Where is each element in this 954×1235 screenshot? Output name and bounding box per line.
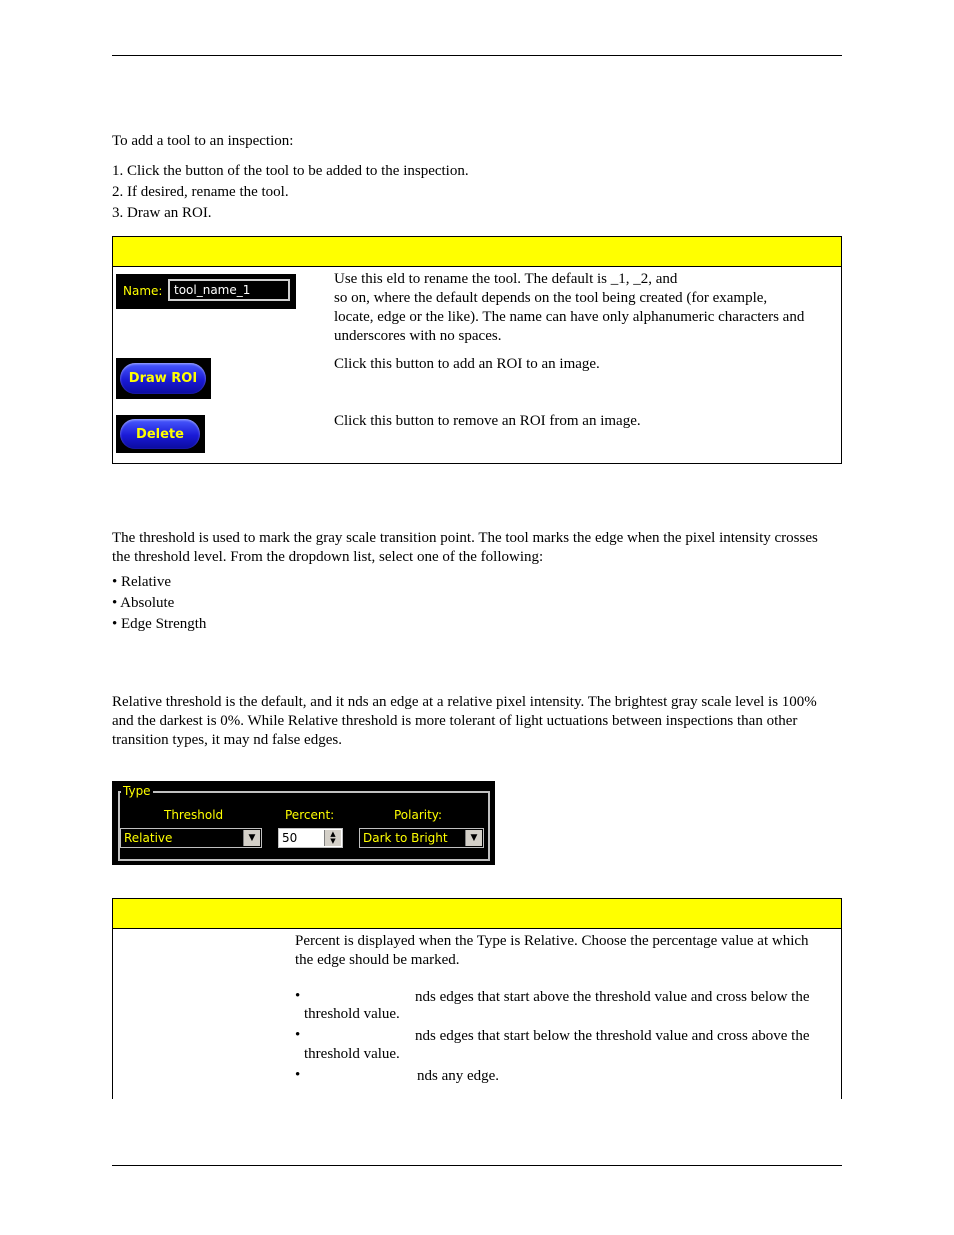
percent-desc-line: Percent is displayed when the Type is Relative. Choose the percentage value at which — [295, 933, 809, 949]
step-item: 2. If desired, rename the tool. — [112, 184, 289, 200]
chevron-down-icon[interactable]: ▼ — [465, 830, 482, 846]
name-description — [334, 270, 804, 346]
paragraph-line: The threshold is used to mark the gray scale transition point. The tool marks the edge when the pixel intensity crosses — [112, 530, 818, 546]
param-table — [112, 898, 842, 1099]
name-widget — [116, 274, 296, 309]
bullet-marker: • — [295, 1067, 301, 1083]
paragraph-line: the threshold level. From the dropdown list, select one of the following: — [112, 549, 544, 565]
polarity-dropdown[interactable] — [359, 828, 484, 848]
percent-stepper[interactable] — [278, 828, 343, 848]
name-input-value: tool_name_1 — [174, 283, 251, 297]
delete-description: Click this button to remove an ROI from an image. — [334, 413, 641, 429]
relative-paragraph — [112, 693, 844, 750]
step-item: 3. Draw an ROI. — [112, 205, 212, 221]
list-item-cont: threshold value. — [304, 1006, 400, 1022]
delete-frame — [116, 415, 205, 453]
percent-description — [295, 932, 809, 970]
percent-value: 50 — [282, 831, 298, 845]
list-item: • Absolute — [112, 595, 175, 611]
step-item: 1. Click the button of the tool to be added to the inspection. — [112, 163, 469, 179]
name-input[interactable] — [168, 279, 290, 301]
stepper-arrows-icon[interactable]: ▲ ▼ — [324, 830, 341, 846]
polarity-label: Polarity: — [394, 808, 443, 822]
delete-button[interactable]: Delete — [120, 419, 200, 449]
intro-text: To add a tool to an inspection: — [112, 133, 294, 149]
polarity-value: Dark to Bright — [363, 831, 448, 845]
name-desc-line: Use this eld to rename the tool. The default is _1, _2, and — [334, 271, 678, 287]
name-desc-line: locate, edge or the like). The name can have only alphanumeric characters and — [334, 309, 805, 325]
threshold-paragraph — [112, 529, 844, 567]
draw-roi-description: Click this button to add an ROI to an image. — [334, 356, 600, 372]
name-desc-line: so on, where the default depends on the tool being created (for example, — [334, 290, 768, 306]
table-header — [113, 237, 841, 267]
draw-roi-frame — [116, 358, 211, 399]
threshold-label: Threshold — [164, 808, 224, 822]
type-group-label: Type — [123, 784, 151, 798]
bullet-marker: • — [295, 988, 301, 1004]
table-header — [113, 899, 841, 929]
footer-rule — [112, 1165, 842, 1166]
list-item: nds edges that start below the threshold value and cross above the — [415, 1028, 810, 1044]
paragraph-line: and the darkest is 0%. While Relative threshold is more tolerant of light uctuations between inspections than other — [112, 713, 798, 729]
paragraph-line: transition types, it may nd false edges. — [112, 732, 342, 748]
threshold-value: Relative — [124, 831, 173, 845]
percent-desc-line: the edge should be marked. — [295, 952, 460, 968]
header-rule — [112, 55, 842, 56]
list-item: nds edges that start above the threshold value and cross below the — [415, 989, 810, 1005]
tool-table — [112, 236, 842, 464]
name-label: Name: — [123, 284, 163, 298]
list-item-cont: threshold value. — [304, 1046, 400, 1062]
type-group-border — [118, 791, 490, 861]
paragraph-line: Relative threshold is the default, and it nds an edge at a relative pixel intensity. The brightest gray scale level is 100% — [112, 694, 817, 710]
threshold-dropdown[interactable] — [120, 828, 262, 848]
name-desc-line: underscores with no spaces. — [334, 328, 502, 344]
list-item: • Edge Strength — [112, 616, 207, 632]
type-panel — [112, 781, 495, 865]
list-item: • Relative — [112, 574, 171, 590]
percent-label: Percent: — [285, 808, 335, 822]
chevron-down-icon[interactable]: ▼ — [243, 830, 260, 846]
list-item: nds any edge. — [417, 1068, 500, 1084]
draw-roi-button[interactable]: Draw ROI — [120, 363, 206, 394]
bullet-marker: • — [295, 1027, 301, 1043]
